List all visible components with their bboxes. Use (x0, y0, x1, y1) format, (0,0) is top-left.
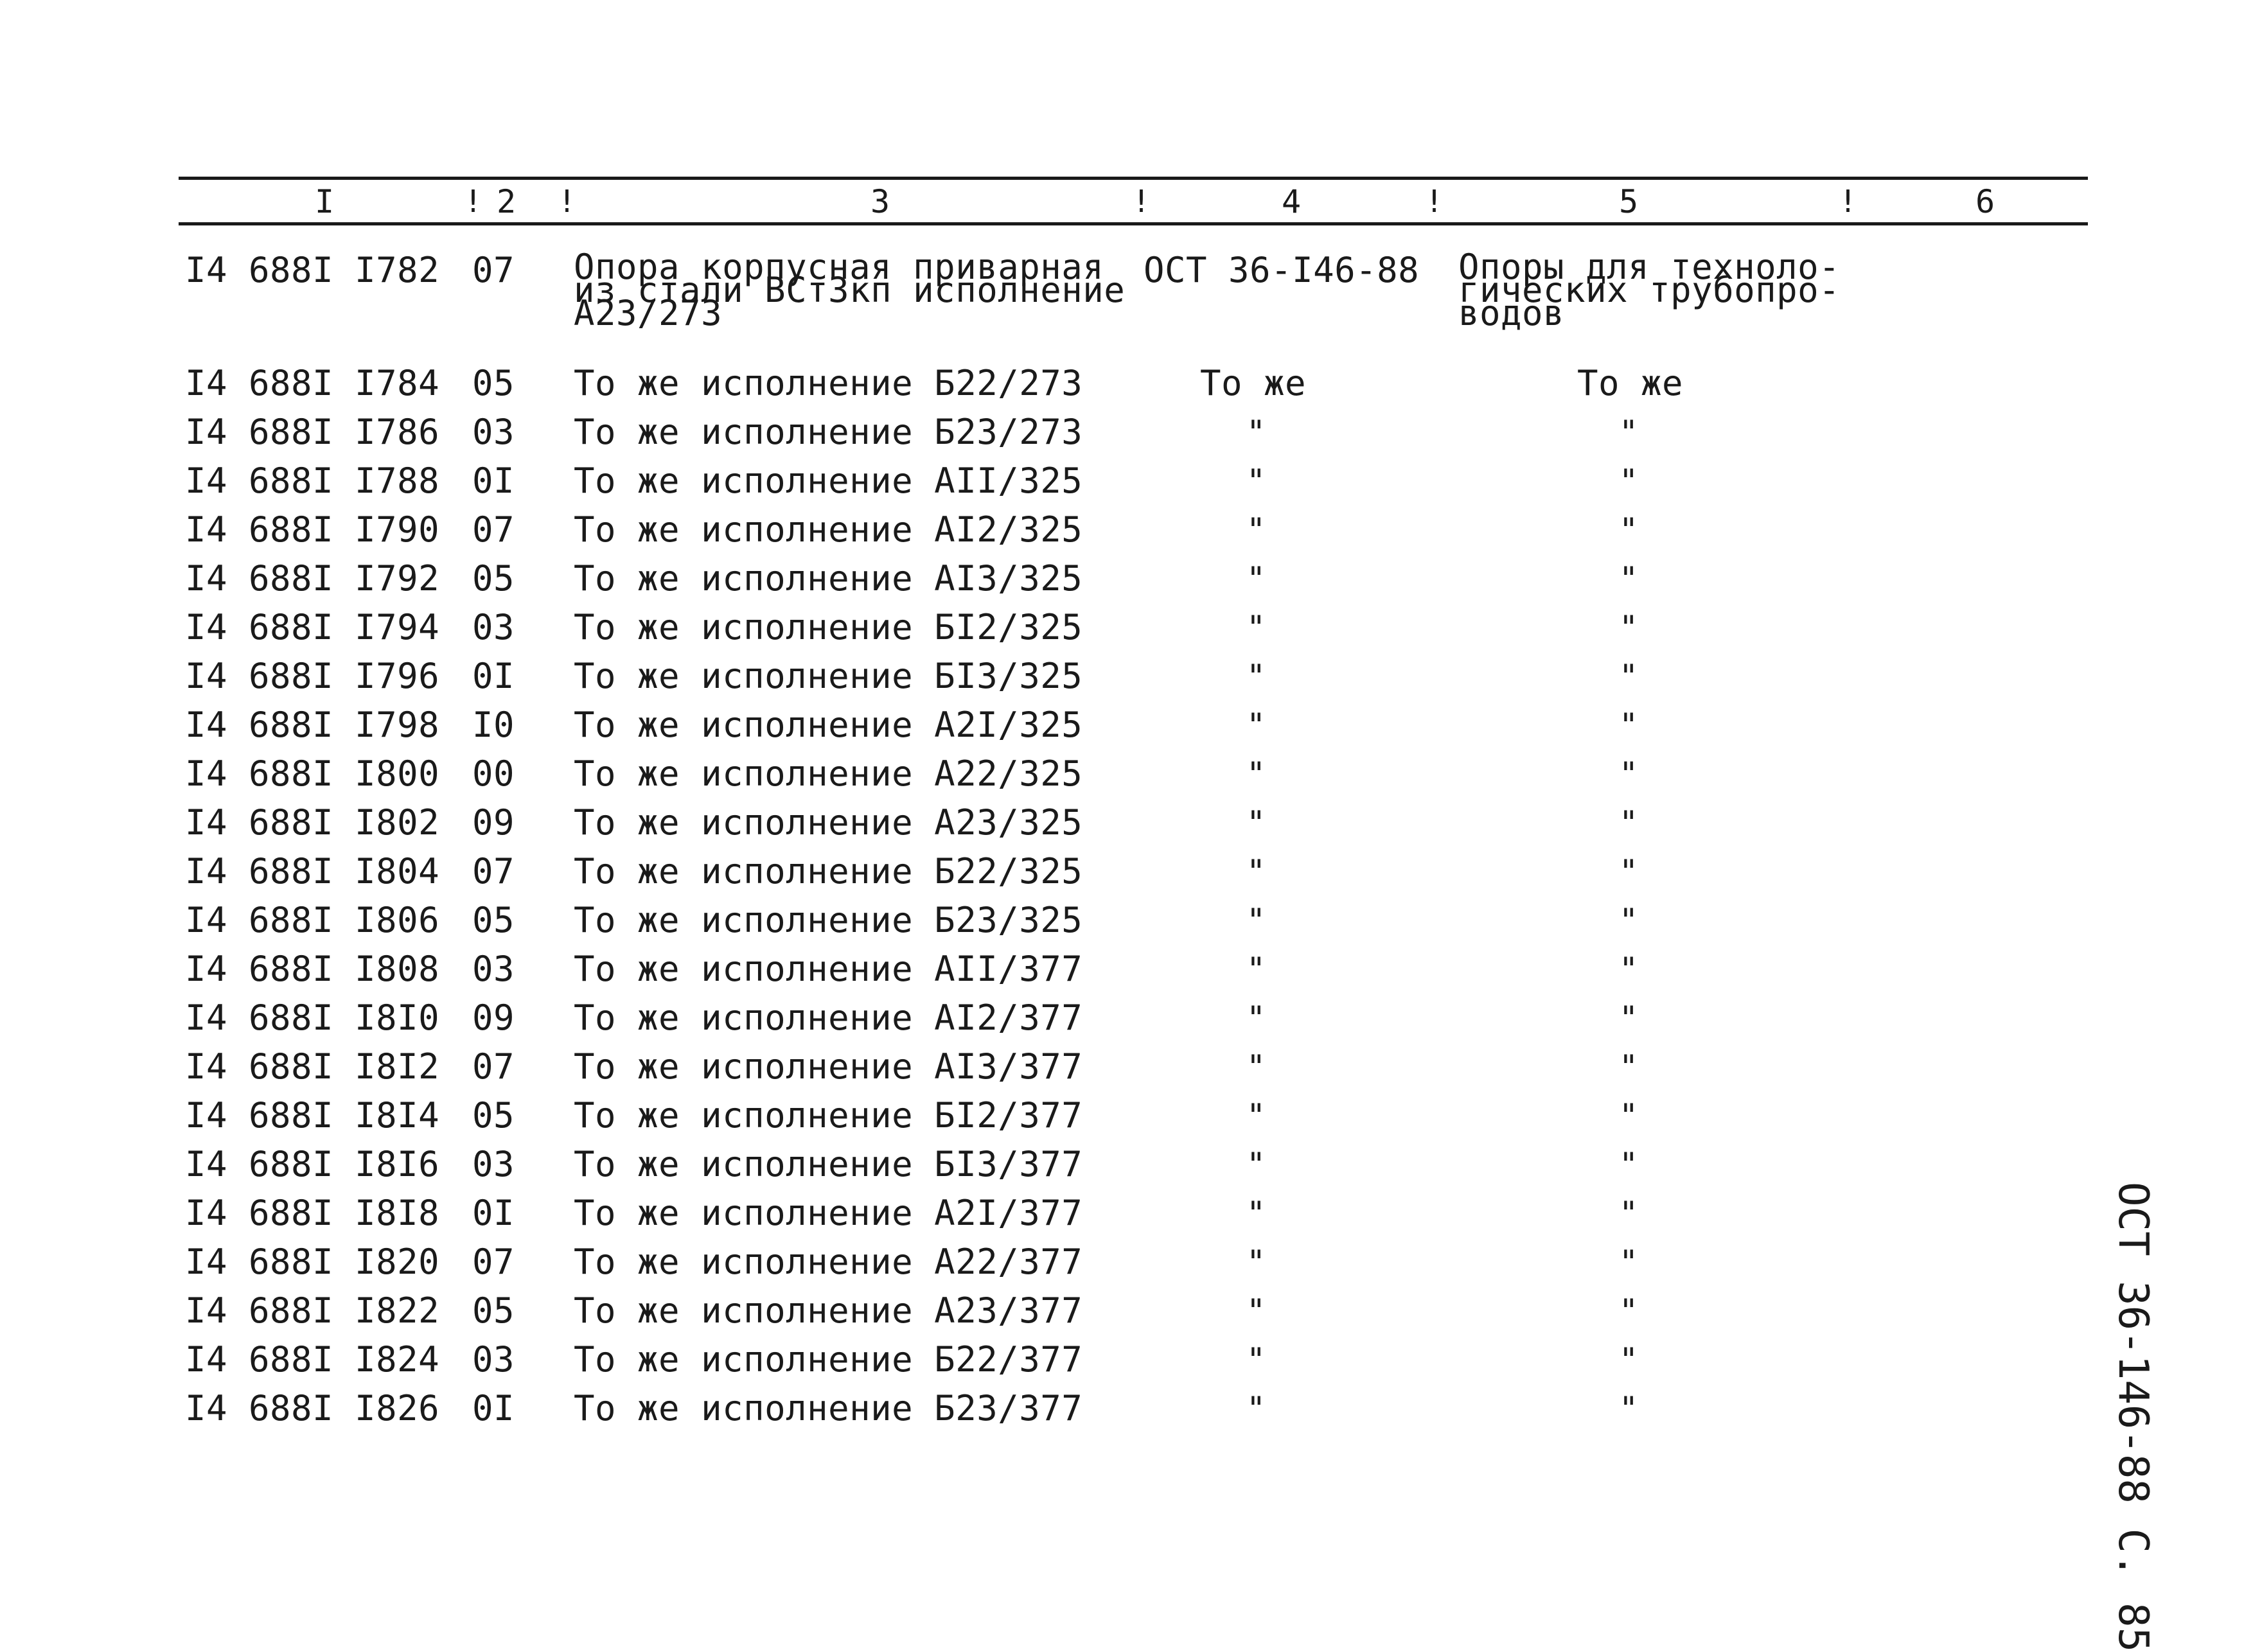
item-name: То же исполнение БI2/325 (574, 607, 1083, 647)
header-separator: ! (1839, 184, 1857, 220)
item-name: То же исполнение Б23/325 (574, 900, 1083, 940)
item-code: I4 688I I804 (185, 851, 440, 892)
item-name: То же исполнение БI3/377 (574, 1144, 1083, 1184)
header-col-6: 6 (1975, 183, 1995, 220)
item-version: 03 (472, 949, 515, 989)
item-version: 05 (472, 1290, 515, 1331)
item-document: " (1246, 560, 1266, 597)
item-document: " (1246, 414, 1266, 451)
item-document: " (1246, 804, 1266, 841)
item-document: " (1246, 1195, 1266, 1232)
header-col-5: 5 (1618, 183, 1639, 220)
item-version: 03 (472, 412, 515, 452)
item-version: 05 (472, 900, 515, 940)
item-document: " (1246, 511, 1266, 549)
item-code: I4 688I I788 (185, 461, 440, 501)
item-group: " (1619, 755, 1639, 793)
item-document: ОСТ 36-I46-88 (1144, 250, 1420, 290)
item-name: То же исполнение Б22/377 (574, 1339, 1083, 1380)
item-code: I4 688I I802 (185, 802, 440, 843)
item-group: " (1619, 1243, 1639, 1281)
item-name: То же исполнение Б22/273 (574, 363, 1083, 403)
item-name: То же исполнение Б22/325 (574, 851, 1083, 892)
item-code: I4 688I I8I4 (185, 1095, 440, 1136)
item-code: I4 688I I826 (185, 1388, 440, 1428)
item-version: 05 (472, 1095, 515, 1136)
item-name: То же исполнение АI2/325 (574, 509, 1083, 550)
item-group: " (1619, 902, 1639, 939)
item-version: 09 (472, 997, 515, 1038)
header-col-4: 4 (1281, 183, 1302, 220)
item-code: I4 688I I8I6 (185, 1144, 440, 1184)
item-version: 05 (472, 558, 515, 599)
item-group: " (1619, 1146, 1639, 1183)
item-name: То же исполнение АI3/377 (574, 1046, 1083, 1087)
item-version: 0I (472, 461, 515, 501)
item-code: I4 688I I790 (185, 509, 440, 550)
item-version: 07 (472, 509, 515, 550)
item-group: " (1619, 1341, 1639, 1378)
item-document: " (1246, 1243, 1266, 1281)
item-code: I4 688I I792 (185, 558, 440, 599)
item-document: " (1246, 755, 1266, 793)
item-name: То же исполнение БI3/325 (574, 656, 1083, 696)
item-name: То же исполнение АI2/377 (574, 997, 1083, 1038)
item-group: " (1619, 999, 1639, 1037)
item-code: I4 688I I8I0 (185, 997, 440, 1038)
item-document: " (1246, 707, 1266, 744)
item-name: То же исполнение АII/325 (574, 461, 1083, 501)
table-header-rule (179, 222, 2088, 225)
item-name: То же исполнение А2I/325 (574, 705, 1083, 745)
item-version: 09 (472, 802, 515, 843)
item-document: " (1246, 951, 1266, 988)
item-name: То же исполнение А23/377 (574, 1290, 1083, 1331)
item-group: " (1619, 658, 1639, 695)
item-version: 0I (472, 656, 515, 696)
item-version: 00 (472, 753, 515, 794)
item-code: I4 688I I786 (185, 412, 440, 452)
item-version: 03 (472, 1144, 515, 1184)
item-code: I4 688I I824 (185, 1339, 440, 1380)
item-code: I4 688I I784 (185, 363, 440, 403)
item-name: Опора корпусная приварная из стали ВСт3кп исполнение А23/273 (574, 247, 1126, 333)
item-version: 07 (472, 1242, 515, 1282)
item-code: I4 688I I808 (185, 949, 440, 989)
item-group: " (1619, 1097, 1639, 1134)
item-version: I0 (472, 705, 515, 745)
item-version: 0I (472, 1388, 515, 1428)
item-group: " (1619, 560, 1639, 597)
item-document: " (1246, 1097, 1266, 1134)
header-col-2: 2 (496, 183, 517, 220)
item-group: " (1619, 511, 1639, 549)
item-name: То же исполнение А22/377 (574, 1242, 1083, 1282)
item-code: I4 688I I796 (185, 656, 440, 696)
item-document: То же (1200, 363, 1307, 403)
item-document: " (1246, 902, 1266, 939)
item-group: " (1619, 853, 1639, 890)
item-document: " (1246, 1341, 1266, 1378)
item-document: " (1246, 609, 1266, 646)
item-code: I4 688I I782 (185, 250, 440, 290)
item-document: " (1246, 462, 1266, 500)
item-version: 0I (472, 1193, 515, 1233)
item-name: То же исполнение АII/377 (574, 949, 1083, 989)
item-name: То же исполнение А2I/377 (574, 1193, 1083, 1233)
item-name: То же исполнение А23/325 (574, 802, 1083, 843)
margin-page-stamp: ОСТ 36-146-88 С. 85 (2109, 1182, 2157, 1652)
item-group: Опоры для техноло- гических трубопро- водов (1458, 247, 1841, 333)
item-version: 05 (472, 363, 515, 403)
item-document: " (1246, 1048, 1266, 1085)
item-group: " (1619, 707, 1639, 744)
item-version: 07 (472, 851, 515, 892)
item-version: 07 (472, 250, 515, 290)
table-top-rule (179, 177, 2088, 180)
item-name: То же исполнение БI2/377 (574, 1095, 1083, 1136)
item-code: I4 688I I8I8 (185, 1193, 440, 1233)
item-document: " (1246, 999, 1266, 1037)
item-name: То же исполнение АI3/325 (574, 558, 1083, 599)
item-version: 03 (472, 1339, 515, 1380)
item-document: " (1246, 1292, 1266, 1330)
item-name: То же исполнение Б23/273 (574, 412, 1083, 452)
item-code: I4 688I I794 (185, 607, 440, 647)
item-code: I4 688I I820 (185, 1242, 440, 1282)
item-code: I4 688I I8I2 (185, 1046, 440, 1087)
header-col-3: 3 (870, 183, 890, 220)
header-separator: ! (464, 184, 482, 220)
item-name: То же исполнение А22/325 (574, 753, 1083, 794)
item-group: " (1619, 609, 1639, 646)
header-separator: ! (1425, 184, 1444, 220)
header-separator: ! (1132, 184, 1151, 220)
item-version: 07 (472, 1046, 515, 1087)
item-document: " (1246, 658, 1266, 695)
item-group: " (1619, 951, 1639, 988)
header-col-1: I (314, 183, 335, 220)
item-document: " (1246, 1390, 1266, 1427)
item-group: " (1619, 804, 1639, 841)
item-code: I4 688I I822 (185, 1290, 440, 1331)
item-code: I4 688I I800 (185, 753, 440, 794)
item-group: " (1619, 1048, 1639, 1085)
header-separator: ! (558, 184, 576, 220)
item-version: 03 (472, 607, 515, 647)
item-name: То же исполнение Б23/377 (574, 1388, 1083, 1428)
item-group: " (1619, 414, 1639, 451)
item-document: " (1246, 1146, 1266, 1183)
item-group: " (1619, 1195, 1639, 1232)
item-group: " (1619, 1390, 1639, 1427)
item-group: То же (1577, 363, 1684, 403)
item-document: " (1246, 853, 1266, 890)
item-code: I4 688I I798 (185, 705, 440, 745)
item-group: " (1619, 1292, 1639, 1330)
item-code: I4 688I I806 (185, 900, 440, 940)
item-group: " (1619, 462, 1639, 500)
